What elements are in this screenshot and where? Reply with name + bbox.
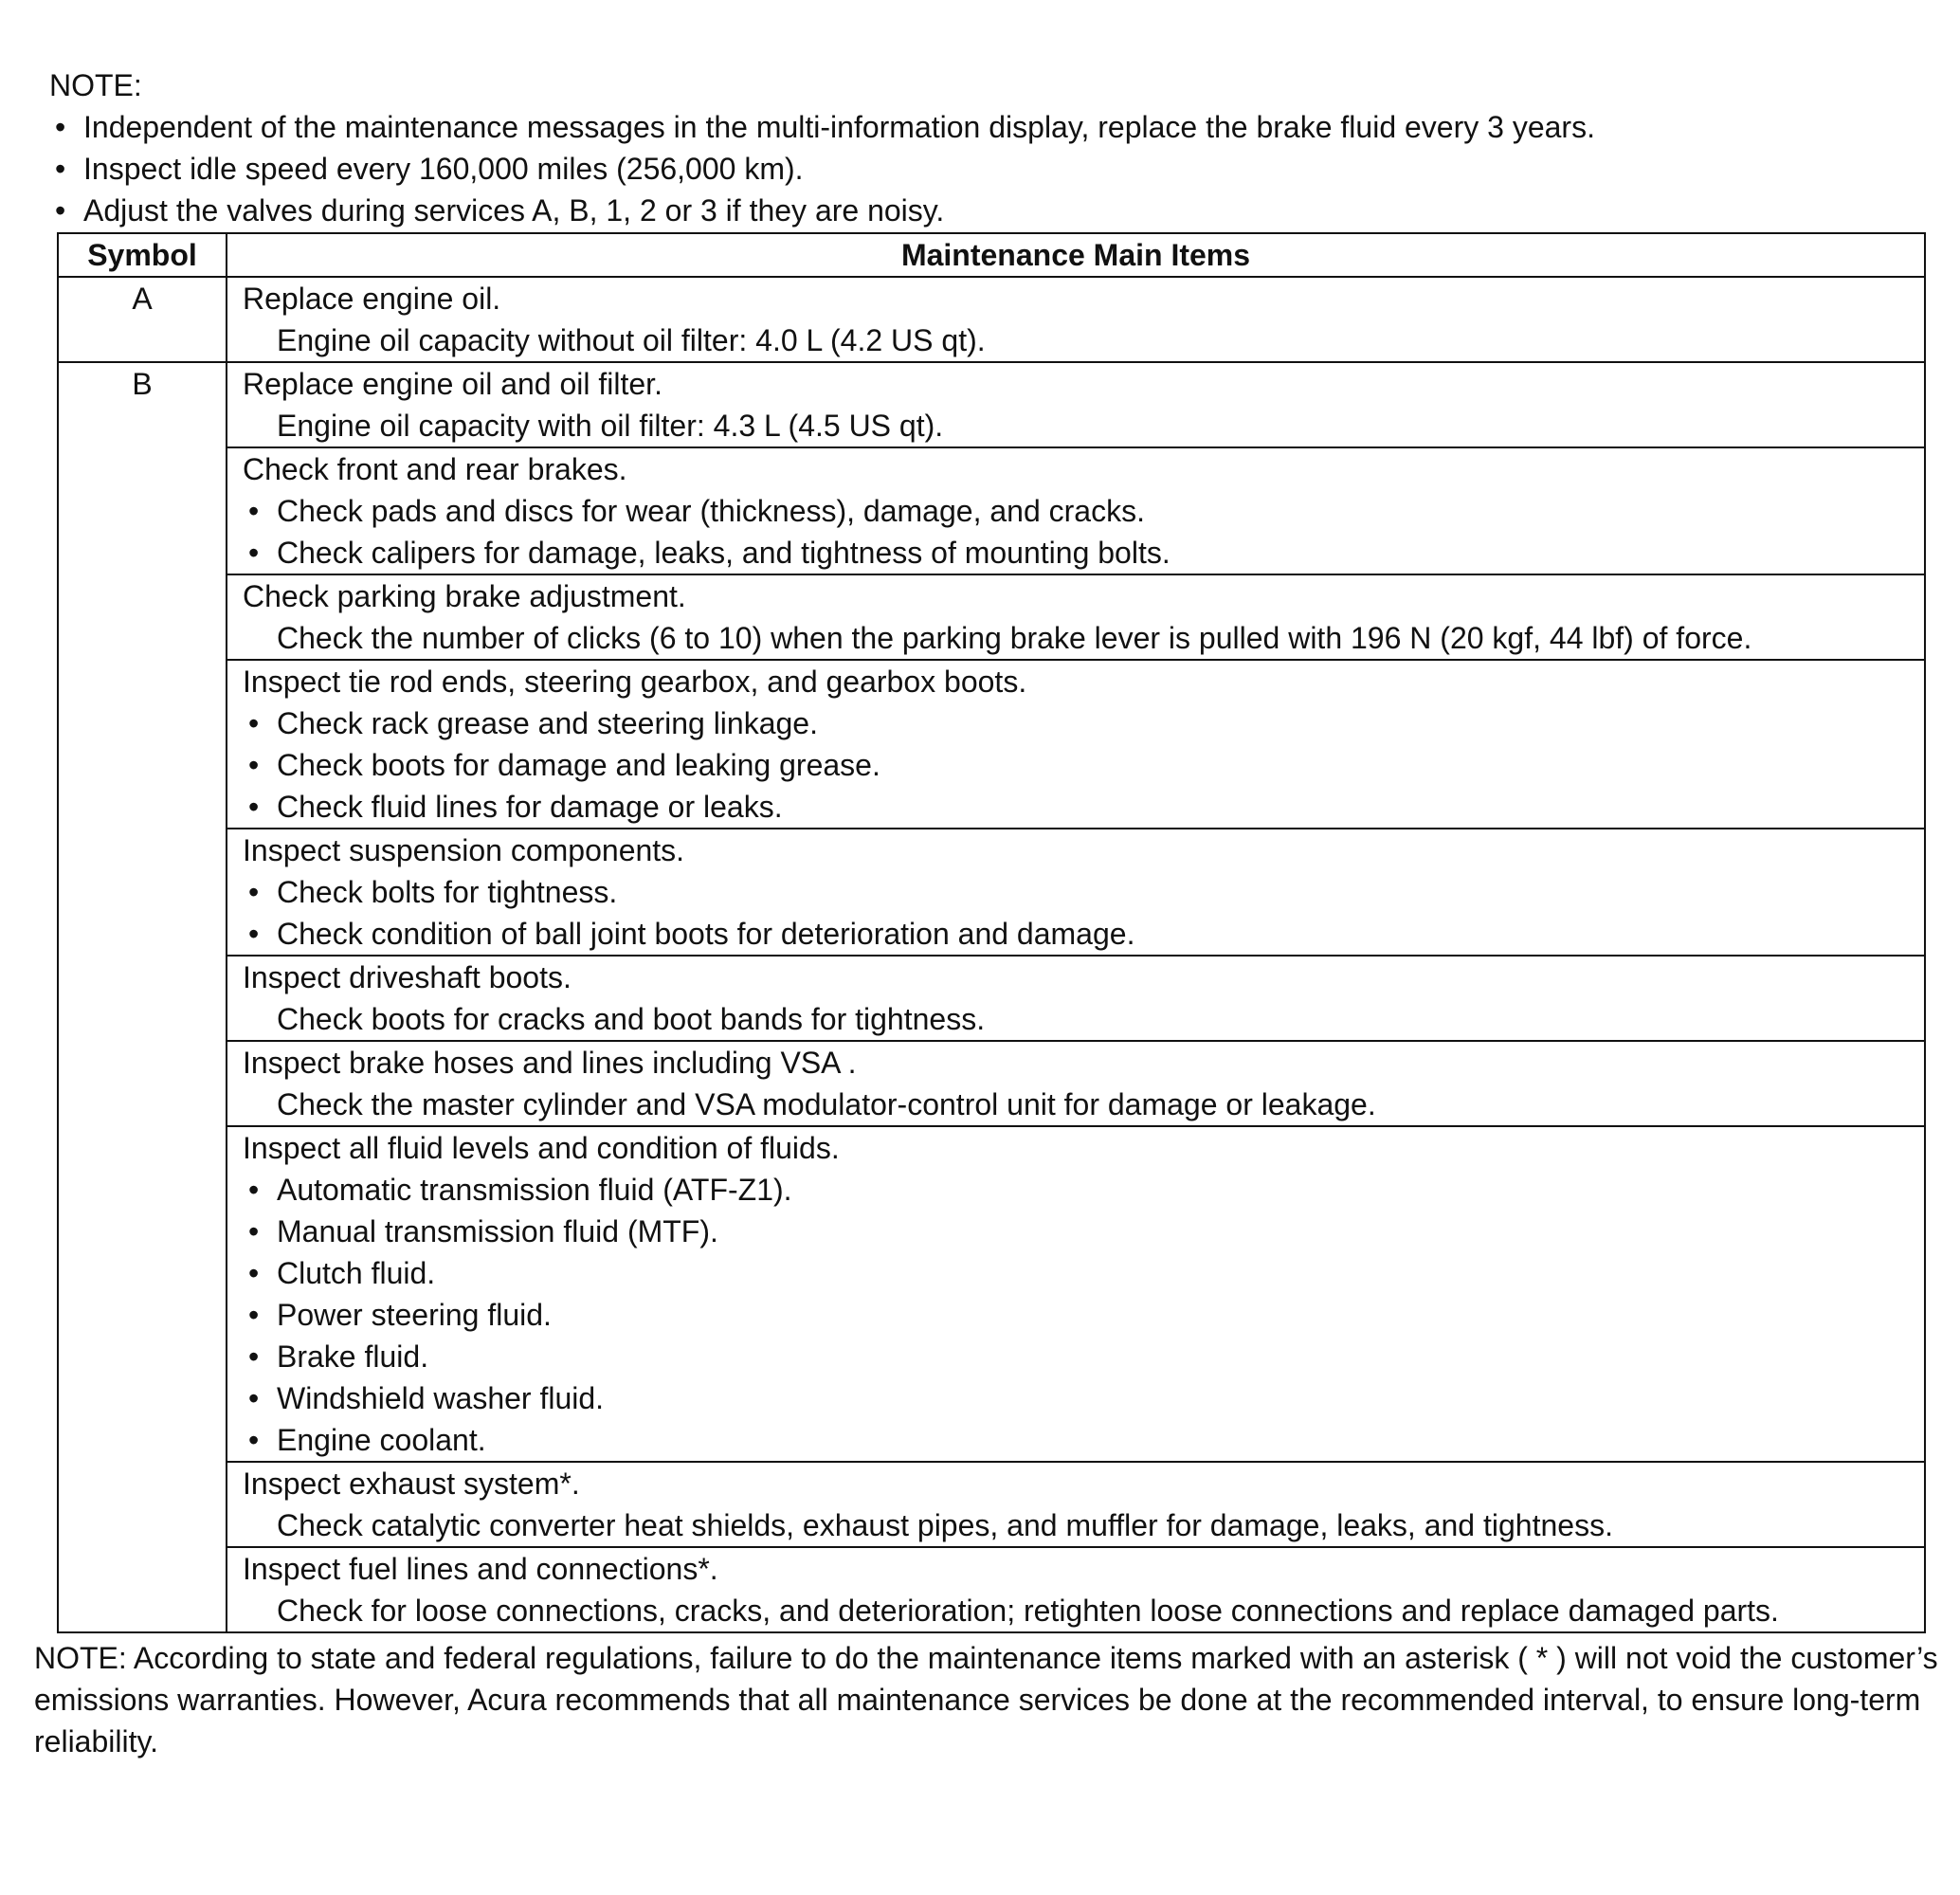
item-bullet: • Brake fluid. — [243, 1336, 1924, 1377]
item-detail: Engine oil capacity without oil filter: 4.0 L (4.2 US qt). — [277, 323, 986, 357]
item-detail: Check boots for cracks and boot bands for tightness. — [277, 1002, 986, 1036]
table-row — [58, 829, 1925, 956]
item-bullet-list — [243, 1169, 1924, 1461]
table-row — [58, 362, 1925, 447]
item-bullet: • Check fluid lines for damage or leaks. — [243, 786, 1924, 828]
maintenance-item-cell — [227, 447, 1925, 574]
table-row — [58, 277, 1925, 362]
maintenance-item-cell — [227, 1462, 1925, 1547]
item-bullet: • Check condition of ball joint boots for deterioration and damage. — [243, 913, 1924, 955]
item-bullet: • Engine coolant. — [243, 1419, 1924, 1461]
item-detail: Engine oil capacity with oil filter: 4.3 L (4.5 US qt). — [277, 409, 944, 443]
maintenance-item — [227, 448, 1924, 574]
maintenance-item-cell — [227, 362, 1925, 447]
item-bullet: • Check pads and discs for wear (thickness), damage, and cracks. — [243, 490, 1924, 532]
maintenance-table — [57, 232, 1926, 1633]
symbol-cell: A — [58, 277, 227, 362]
items-column-header: Maintenance Main Items — [227, 233, 1925, 277]
table-body — [58, 277, 1925, 1632]
item-title: Inspect driveshaft boots. — [243, 960, 572, 994]
item-bullet: • Check boots for damage and leaking grease. — [243, 744, 1924, 786]
maintenance-item — [227, 957, 1924, 1040]
bottom-note: NOTE: According to state and federal regulations, failure to do the maintenance items marked with an asterisk ( * ) will not void the customer’s emissions warranties. However, Acura recommends that all maintenance services be done at the recommended interval, to ensure long-term reliability. — [34, 1641, 1938, 1758]
maintenance-item-cell — [227, 1547, 1925, 1632]
item-bullet: • Check bolts for tightness. — [243, 871, 1924, 913]
maintenance-item — [227, 1463, 1924, 1546]
item-bullet: • Power steering fluid. — [243, 1294, 1924, 1336]
item-detail: Check the master cylinder and VSA modulator-control unit for damage or leakage. — [277, 1087, 1376, 1121]
note-item: • Adjust the valves during services A, B, 1, 2 or 3 if they are noisy. — [49, 190, 1935, 231]
item-bullet-list — [243, 702, 1924, 828]
item-bullet: • Check rack grease and steering linkage. — [243, 702, 1924, 744]
note-item: • Inspect idle speed every 160,000 miles (256,000 km). — [49, 148, 1935, 190]
note-item: • Independent of the maintenance messages in the multi-information display, replace the brake fluid every 3 years. — [49, 106, 1935, 148]
maintenance-item — [227, 829, 1924, 955]
item-title: Replace engine oil. — [243, 282, 501, 316]
maintenance-item — [227, 1042, 1924, 1125]
maintenance-item-cell — [227, 956, 1925, 1041]
maintenance-item-cell — [227, 574, 1925, 660]
table-row — [58, 447, 1925, 574]
item-bullet: • Automatic transmission fluid (ATF-Z1). — [243, 1169, 1924, 1211]
symbol-column-header: Symbol — [58, 233, 227, 277]
item-title: Check parking brake adjustment. — [243, 579, 686, 613]
maintenance-item — [227, 363, 1924, 446]
table-row — [58, 660, 1925, 829]
item-detail: Check catalytic converter heat shields, exhaust pipes, and muffler for damage, leaks, and tightness. — [277, 1508, 1613, 1542]
item-title: Inspect tie rod ends, steering gearbox, and gearbox boots. — [243, 665, 1027, 699]
item-bullet: • Check calipers for damage, leaks, and tightness of mounting bolts. — [243, 532, 1924, 574]
item-bullet-list — [243, 871, 1924, 955]
maintenance-item-cell — [227, 1041, 1925, 1126]
item-bullet: • Manual transmission fluid (MTF). — [243, 1211, 1924, 1252]
maintenance-item — [227, 1548, 1924, 1631]
item-bullet-list — [243, 490, 1924, 574]
item-detail: Check for loose connections, cracks, and deterioration; retighten loose connections and replace damaged parts. — [277, 1594, 1779, 1628]
maintenance-item — [227, 575, 1924, 659]
item-title: Inspect suspension components. — [243, 833, 685, 867]
table-row — [58, 956, 1925, 1041]
maintenance-item-cell — [227, 829, 1925, 956]
maintenance-item-cell — [227, 277, 1925, 362]
table-header-row — [58, 233, 1925, 277]
maintenance-item-cell — [227, 660, 1925, 829]
item-title: Inspect all fluid levels and condition of fluids. — [243, 1131, 840, 1165]
symbol-cell: B — [58, 362, 227, 1632]
item-title: Replace engine oil and oil filter. — [243, 367, 662, 401]
note-list — [49, 106, 1935, 231]
item-title: Inspect brake hoses and lines including VSA . — [243, 1046, 857, 1080]
item-title: Inspect fuel lines and connections*. — [243, 1552, 718, 1586]
item-bullet: • Clutch fluid. — [243, 1252, 1924, 1294]
table-row — [58, 574, 1925, 660]
maintenance-item — [227, 661, 1924, 828]
maintenance-item — [227, 1127, 1924, 1461]
item-detail: Check the number of clicks (6 to 10) when the parking brake lever is pulled with 196 N (20 kgf, 44 lbf) of force. — [277, 621, 1752, 655]
item-title: Check front and rear brakes. — [243, 452, 627, 486]
maintenance-item — [227, 278, 1924, 361]
maintenance-item-cell — [227, 1126, 1925, 1462]
table-row — [58, 1547, 1925, 1632]
table-row — [58, 1126, 1925, 1462]
note-heading: NOTE: — [49, 68, 142, 102]
table-row — [58, 1462, 1925, 1547]
item-bullet: • Windshield washer fluid. — [243, 1377, 1924, 1419]
top-note — [49, 64, 1935, 231]
item-title: Inspect exhaust system*. — [243, 1467, 580, 1501]
table-row — [58, 1041, 1925, 1126]
